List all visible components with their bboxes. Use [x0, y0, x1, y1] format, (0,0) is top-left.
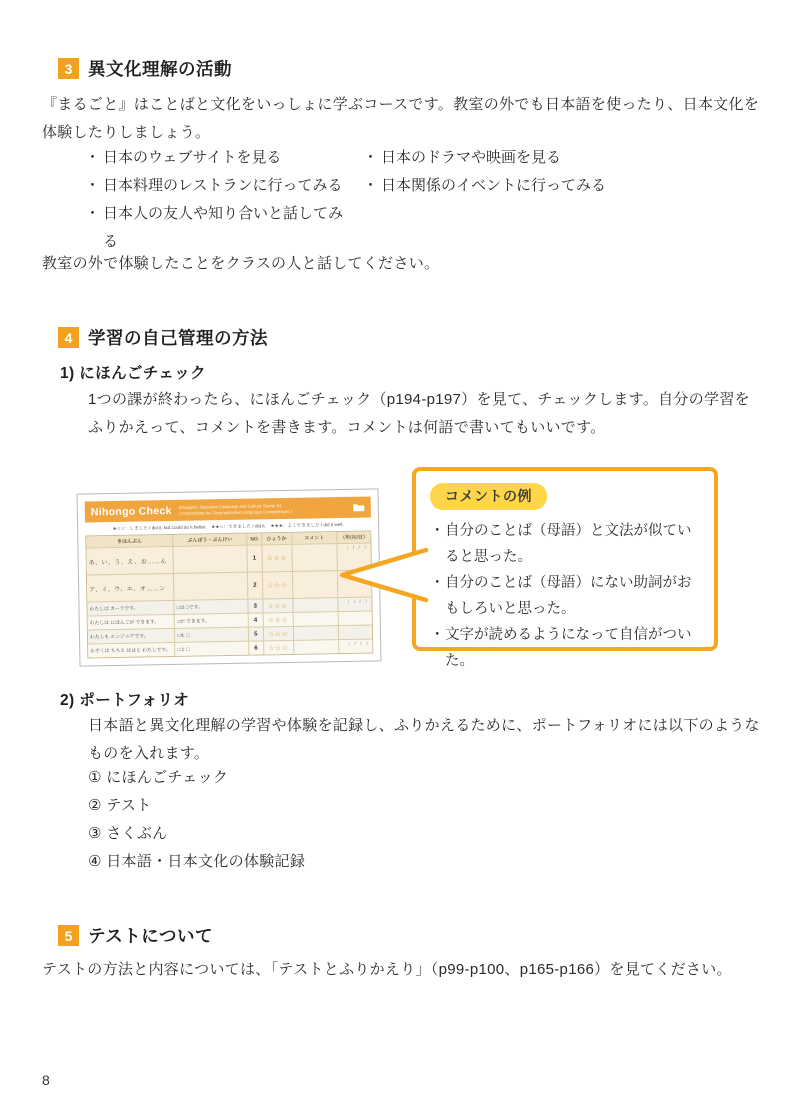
col-kihonbun: きほんぶん — [86, 535, 174, 548]
section-4-header — [58, 325, 268, 350]
bullet-marker: ・ — [85, 205, 101, 222]
cell-kihonbun: ア、イ、ウ、エ、オ……ン — [87, 574, 175, 602]
cell-bunpo: □も □ — [175, 628, 249, 642]
cell-date: （ / / ） — [345, 640, 371, 646]
list-item — [430, 570, 702, 622]
cell-no: 5 — [249, 627, 264, 640]
cell-comment — [293, 626, 339, 640]
col-comment: コメント — [292, 532, 338, 544]
cell-rating: ☆☆☆ — [263, 599, 293, 613]
bullet-marker: ・ — [85, 177, 101, 194]
bullet-marker: ・ — [430, 575, 445, 591]
list-item — [85, 200, 355, 256]
cell-rating: ☆☆☆ — [264, 641, 294, 655]
bullet-marker: ・ — [363, 149, 379, 166]
section-5-header — [58, 923, 213, 948]
cell-kihonbun: かぞくは ちちと ははと わたしです。 — [88, 643, 176, 658]
col-bunpo: ぶんぽう・ぶんけい — [174, 534, 248, 546]
cell-comment — [294, 640, 340, 654]
nihongo-check-header-bar — [85, 497, 371, 523]
section3-closing-line: 教室の外で体験したことをクラスの人と話してください。 — [42, 255, 440, 272]
section-number-badge: 4 — [58, 327, 79, 348]
bullet-marker: ・ — [363, 177, 379, 194]
cell-no: 4 — [248, 613, 263, 626]
subtitle-line1: Marugoto: Japanese Language and Culture Starter A1 — [178, 503, 282, 510]
list-item — [430, 518, 702, 570]
list-item-label: 日本のウェブサイトを見る — [103, 149, 282, 166]
cell-date — [339, 612, 372, 626]
list-item — [363, 172, 643, 200]
list-item — [363, 144, 643, 172]
cell-date: （ / / ） — [344, 544, 369, 550]
col-hyoka: ひょうか — [262, 533, 292, 545]
list-item-label: 日本料理のレストランに行ってみる — [103, 177, 343, 194]
cell-no: 1 — [247, 545, 262, 571]
cell-bunpo: □と □ — [175, 642, 249, 656]
section-title: テストについて — [88, 926, 213, 946]
cell-date — [339, 626, 372, 640]
col-no: NO — [247, 533, 262, 544]
callout-bullet-text: 文字が読めるようになって自信がついた。 — [445, 627, 692, 669]
list-item: ③ さくぶん — [88, 825, 168, 842]
section-title: 学習の自己管理の方法 — [88, 328, 268, 348]
activity-list-left — [85, 144, 355, 256]
nihongo-check-table — [85, 531, 373, 659]
callout-bullet-text: 自分のことば（母語）と文法が似ていると思った。 — [445, 523, 692, 565]
list-item-label: 日本関係のイベントに行ってみる — [381, 177, 607, 194]
callout-bullet-text: 自分のことば（母語）にない助詞がおもしろいと思った。 — [445, 575, 692, 617]
nihongo-check-subtitle — [179, 503, 293, 516]
subtitle-line2: ( Coursebook for Communicative Language Competences ) — [178, 508, 293, 516]
list-item: ④ 日本語・日本文化の体験記録 — [88, 853, 306, 870]
cell-rating: ☆☆☆ — [262, 545, 292, 572]
folder-icon — [353, 503, 365, 512]
list-item — [85, 144, 355, 172]
rating-legend: ★☆☆：しました I did it, but could do it better. ★★☆：できました I did it. ★★★：よくできました I did it well. — [112, 521, 344, 532]
cell-rating: ☆☆☆ — [263, 613, 293, 627]
subsection-2-label: 2) ポートフォリオ — [60, 692, 190, 709]
cell-bunpo — [174, 546, 248, 573]
cell-comment — [293, 612, 339, 626]
bullet-marker: ・ — [430, 523, 445, 539]
list-item-label: 日本人の友人や知り合いと話してみる — [103, 205, 344, 250]
cell-bunpo: □が できます。 — [175, 614, 249, 628]
page-number: 8 — [42, 1072, 50, 1088]
list-item — [430, 622, 702, 674]
cell-bunpo — [174, 573, 248, 600]
list-item: ② テスト — [88, 797, 152, 814]
comment-example-callout — [412, 467, 718, 669]
nihongo-check-title: Nihongo Check — [90, 504, 172, 518]
bullet-marker: ・ — [85, 149, 101, 166]
section-number-badge: 5 — [58, 925, 79, 946]
subsection-2-body: 日本語と異文化理解の学習や体験を記録し、ふりかえるために、ポートフォリオには以下のようなものを入れます。 — [88, 717, 760, 762]
callout-bullet-list — [430, 518, 702, 674]
list-item: ① にほんごチェック — [88, 769, 229, 786]
cell-rating: ☆☆☆ — [264, 627, 294, 641]
table-row — [86, 543, 370, 575]
section5-body: テストの方法と内容については、「テストとふりかえり」（p99-p100、p165-p166）を見てください。 — [42, 961, 732, 978]
list-item — [85, 172, 355, 200]
cell-no: 2 — [248, 572, 263, 598]
cell-bunpo: □は □です。 — [175, 600, 249, 614]
cell-kihonbun: わたしも エンジニアです。 — [88, 629, 176, 644]
subsection-1-label: 1) にほんごチェック — [60, 365, 207, 382]
cell-date: （ / / ） — [345, 598, 370, 604]
cell-kihonbun: わたしは にほんごが できます。 — [88, 615, 176, 630]
cell-kihonbun: あ、い、う、え、お……ん — [86, 547, 174, 575]
cell-rating: ☆☆☆ — [263, 572, 293, 599]
cell-no: 6 — [249, 641, 264, 654]
bullet-marker: ・ — [430, 627, 445, 643]
section-number-badge: 3 — [58, 58, 79, 79]
portfolio-items-list — [88, 764, 588, 876]
table-row — [87, 570, 371, 602]
col-date: （年/月/日） — [340, 534, 368, 542]
callout-tail-pointer — [332, 542, 432, 610]
section-title: 異文化理解の活動 — [88, 59, 232, 79]
callout-title-pill: コメントの例 — [430, 483, 547, 510]
subsection-1-body: 1つの課が終わったら、にほんごチェック（p194-p197）を見て、チェックします。自分の学習をふりかえって、コメントを書きます。コメントは何語で書いてもいいです。 — [88, 391, 750, 436]
section-3-header — [58, 56, 232, 81]
list-item-label: 日本のドラマや映画を見る — [381, 149, 562, 166]
cell-no: 3 — [248, 599, 263, 612]
cell-kihonbun: わたしは カーラです。 — [87, 601, 175, 616]
activity-list-right — [363, 144, 643, 200]
section3-intro-paragraph: 『まるごと』はことばと文化をいっしょに学ぶコースです。教室の外でも日本語を使ったり、日本文化を体験したりしましょう。 — [42, 96, 760, 141]
